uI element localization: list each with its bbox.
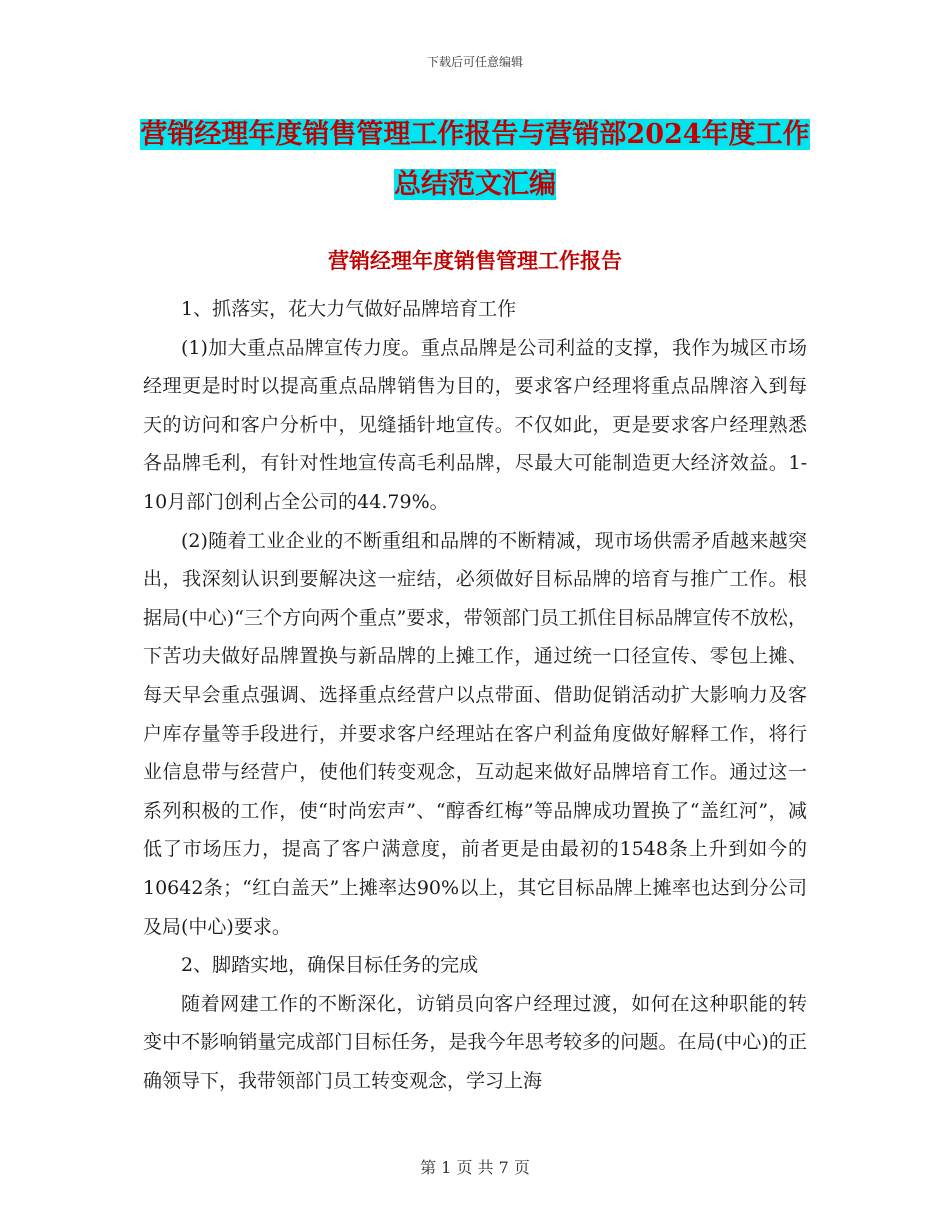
- paragraph: 随着网建工作的不断深化，访销员向客户经理过渡，如何在这种职能的转变中不影响销量完成部门目标任务，是我今年思考较多的问题。在局(中心)的正确领导下，我带领部门员工转变观念，学习上海: [143, 992, 807, 1092]
- document-title-text: 营销经理年度销售管理工作报告与营销部2024年度工作总结范文汇编: [140, 119, 810, 200]
- paragraph: (2)随着工业企业的不断重组和品牌的不断精减，现市场供需矛盾越来越突出，我深刻认识到要解决这一症结，必须做好目标品牌的培育与推广工作。根据局(中心)“三个方向两个重点”要求，带领部门员工抓住目标品牌宣传不放松，下苦功夫做好品牌置换与新品牌的上摊工作，通过统一口径宣传、零包上摊、每天早会重点强调、选择重点经营户以点带面、借助促销活动扩大影响力及客户库存量等手段进行，并要求客户经理站在客户利益角度做好解释工作，将行业信息带与经营户，使他们转变观念，互动起来做好品牌培育工作。通过这一系列积极的工作，使“时尚宏声”、“醇香红梅”等品牌成功置换了“盖红河”，减低了市场压力，提高了客户满意度，前者更是由最初的1548条上升到如今的10642条；“红白盖天”上摊率达90%以上，其它目标品牌上摊率也达到分公司及局(中心)要求。: [143, 529, 807, 938]
- paragraph: (1)加大重点品牌宣传力度。重点品牌是公司利益的支撑，我作为城区市场经理更是时时以提高重点品牌销售为目的，要求客户经理将重点品牌溶入到每天的访问和客户分析中，见缝插针地宣传。不仅如此，更是要求客户经理熟悉各品牌毛利，有针对性地宣传高毛利品牌，尽最大可能制造更大经济效益。1-10月部门创利占全公司的44.79%。: [143, 336, 807, 513]
- body-text: [143, 290, 807, 1100]
- page-footer: 第 1 页 共 7 页: [420, 1158, 530, 1177]
- paragraph: 1、抓落实，花大力气做好品牌培育工作: [181, 298, 517, 320]
- paragraph: 2、脚踏实地，确保目标任务的完成: [181, 954, 479, 977]
- document-title: [140, 110, 810, 210]
- section-title: 营销经理年度销售管理工作报告: [328, 248, 622, 273]
- header-note: 下载后可任意编辑: [426, 55, 523, 69]
